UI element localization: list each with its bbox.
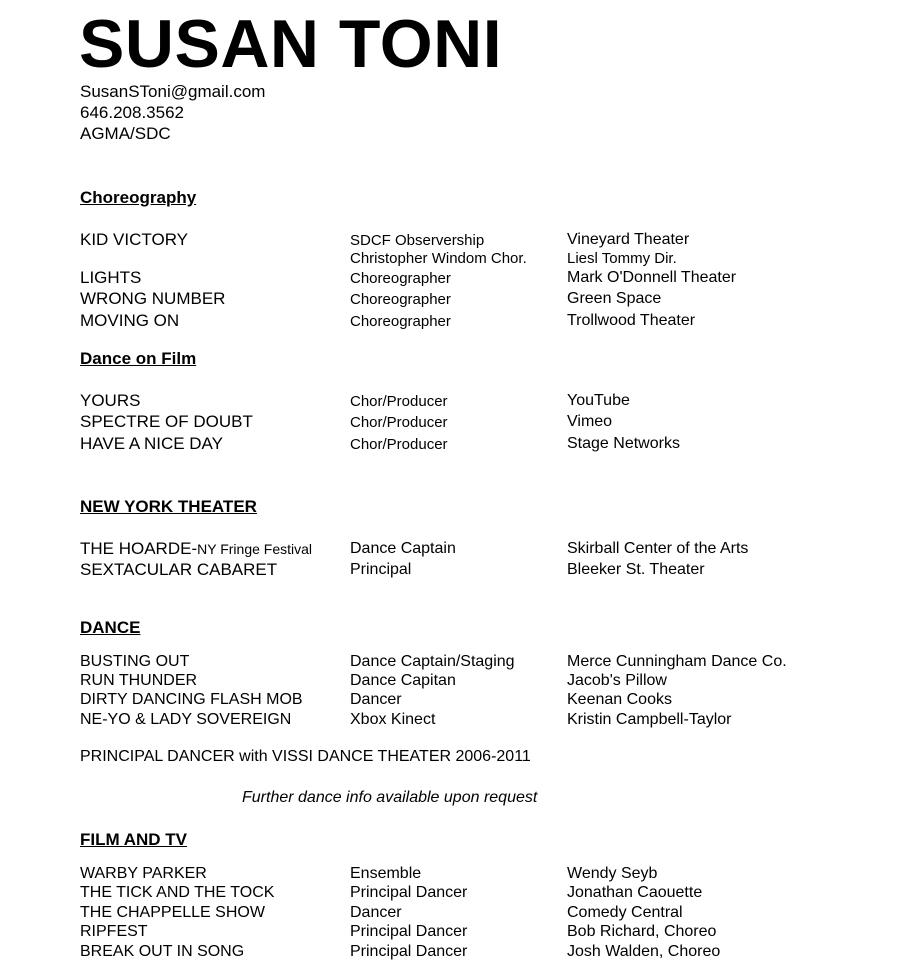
credit-title: SPECTRE OF DOUBT: [80, 412, 253, 431]
credit-venue: Skirball Center of the Arts: [567, 540, 749, 557]
credit-venue: Merce Cunningham Dance Co.: [567, 653, 787, 670]
section-heading-film-and-tv: FILM AND TV: [80, 830, 188, 849]
credit-venue: Josh Walden, Choreo: [567, 943, 721, 960]
credit-role: Choreographer: [350, 291, 451, 308]
credit-role: Choreographer: [350, 313, 451, 330]
credit-title: YOURS: [80, 391, 141, 410]
credit-title: NE-YO & LADY SOVEREIGN: [80, 711, 292, 728]
credit-title: RUN THUNDER: [80, 672, 198, 689]
credit-venue: Comedy Central: [567, 904, 683, 921]
credit-venue: Mark O'Donnell Theater: [567, 269, 737, 286]
credit-venue-detail: Liesl Tommy Dir.: [567, 250, 677, 267]
principal-dancer-note: PRINCIPAL DANCER with VISSI DANCE THEATER 2006-2011: [80, 748, 531, 765]
credit-venue: Vimeo: [567, 413, 613, 430]
credit-venue: Vineyard Theater: [567, 231, 690, 248]
credit-title: BREAK OUT IN SONG: [80, 943, 245, 960]
credit-role: Principal Dancer: [350, 943, 468, 960]
section-heading-dance: DANCE: [80, 618, 141, 637]
credit-role: Principal Dancer: [350, 923, 468, 940]
section-heading-dance-on-film: Dance on Film: [80, 349, 197, 368]
union-affiliation: AGMA/SDC: [80, 124, 171, 143]
credit-role: Dancer: [350, 691, 402, 708]
credit-role: Dance Captain: [350, 540, 456, 557]
credit-venue: Green Space: [567, 290, 662, 307]
credit-title-note: NY Fringe Festival: [197, 541, 313, 557]
credit-role: Dance Capitan: [350, 672, 456, 689]
credit-title: THE TICK AND THE TOCK: [80, 884, 275, 901]
credit-role: Ensemble: [350, 865, 422, 882]
credit-role: Principal Dancer: [350, 884, 468, 901]
credit-role: Xbox Kinect: [350, 711, 436, 728]
credit-role: Chor/Producer: [350, 414, 448, 431]
credit-venue: Trollwood Theater: [567, 312, 696, 329]
credit-title: MOVING ON: [80, 311, 180, 330]
credit-title: THE CHAPPELLE SHOW: [80, 904, 265, 921]
contact-phone: 646.208.3562: [80, 103, 184, 122]
credit-title: LIGHTS: [80, 268, 142, 287]
credit-venue: Keenan Cooks: [567, 691, 672, 708]
resume-name: SUSAN TONI: [79, 6, 503, 82]
credit-role: Chor/Producer: [350, 436, 448, 453]
credit-role: Choreographer: [350, 270, 451, 287]
credit-title: [80, 539, 312, 559]
credit-title: WARBY PARKER: [80, 865, 207, 882]
credit-role: Dancer: [350, 904, 402, 921]
section-heading-choreography: Choreography: [80, 188, 197, 207]
credit-title: HAVE A NICE DAY: [80, 434, 223, 453]
credit-role-detail: Christopher Windom Chor.: [350, 250, 527, 267]
credit-venue: Wendy Seyb: [567, 865, 658, 882]
credit-venue: Jacob's Pillow: [567, 672, 667, 689]
credit-venue: Bob Richard, Choreo: [567, 923, 717, 940]
section-heading-new-york-theater: NEW YORK THEATER: [80, 497, 257, 516]
further-info-note: Further dance info available upon request: [242, 789, 538, 806]
credit-role: Dance Captain/Staging: [350, 653, 515, 670]
credit-venue: YouTube: [567, 392, 630, 409]
credit-venue: Bleeker St. Theater: [567, 561, 705, 578]
credit-title: BUSTING OUT: [80, 653, 190, 670]
credit-venue: Jonathan Caouette: [567, 884, 703, 901]
credit-venue: Stage Networks: [567, 435, 680, 452]
credit-venue: Kristin Campbell-Taylor: [567, 711, 732, 728]
credit-role: Principal: [350, 561, 412, 578]
credit-role: SDCF Observership: [350, 232, 485, 249]
credit-title: DIRTY DANCING FLASH MOB: [80, 691, 303, 708]
credit-title: KID VICTORY: [80, 230, 189, 249]
credit-role: Chor/Producer: [350, 393, 448, 410]
contact-email: SusanSToni@gmail.com: [80, 82, 266, 101]
credit-title: WRONG NUMBER: [80, 289, 226, 308]
credit-title: SEXTACULAR CABARET: [80, 560, 278, 579]
credit-title: RIPFEST: [80, 923, 148, 940]
credit-title-main: THE HOARDE-: [80, 539, 198, 558]
